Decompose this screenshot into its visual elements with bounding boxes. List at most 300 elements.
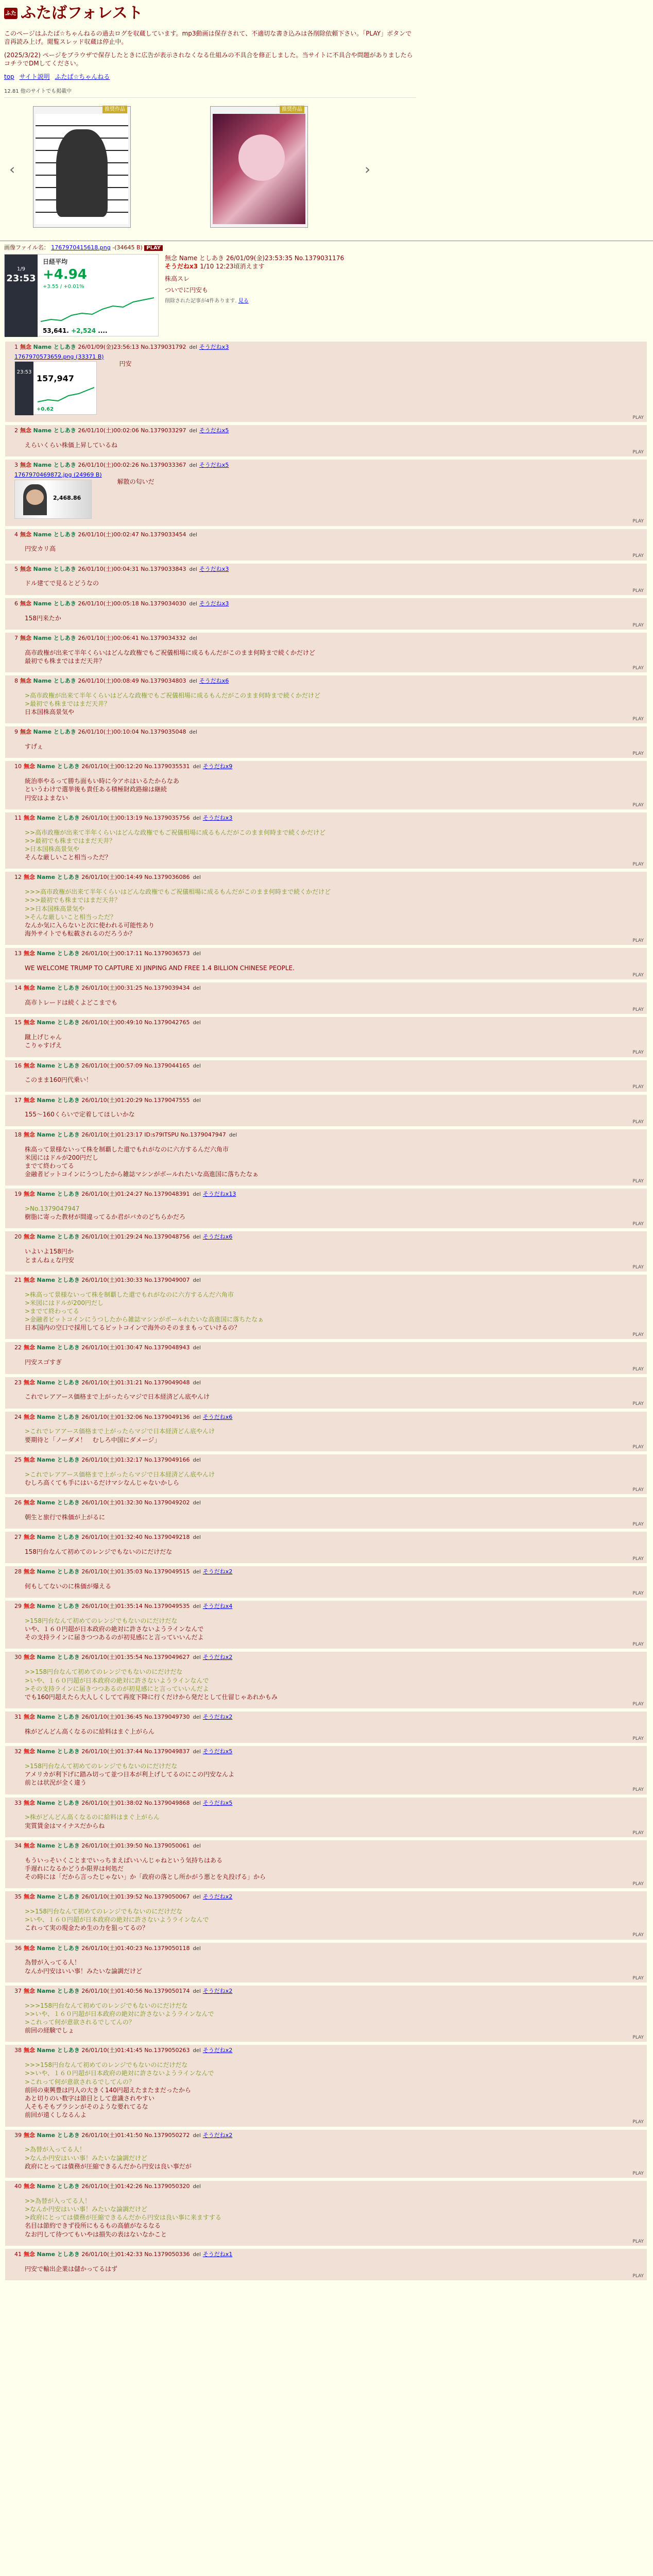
del-link[interactable]: del	[193, 1345, 201, 1351]
reply-line: あと切りのい数字は節目として意識されやすい	[25, 2094, 155, 2102]
reply-datetime: 26/01/10(土)01:32:06 No.1379049136	[81, 1413, 190, 1420]
sodane-button[interactable]: そうだねx4	[202, 1603, 233, 1610]
reply-line: >>158円台なんて初めてのレンジでもないのにだけだな	[25, 1668, 183, 1676]
reply-line: 手遅れになるかどうか限界は何処だ	[25, 1865, 124, 1872]
reply-index: 11	[14, 814, 22, 821]
reply-name: Name としあき	[37, 814, 80, 821]
nav-top-link[interactable]: top	[4, 73, 14, 81]
del-link[interactable]: del	[193, 1569, 201, 1575]
play-button[interactable]: PLAY	[632, 519, 644, 524]
play-button[interactable]: PLAY	[632, 1367, 644, 1372]
play-button[interactable]: PLAY	[632, 2171, 644, 2176]
reply-subject: 無念	[24, 763, 35, 770]
reply-line: そんな厳しいこと相当っただ？	[25, 854, 112, 861]
play-button[interactable]: PLAY	[632, 802, 644, 808]
reply-post	[4, 1095, 647, 1126]
reply-line: その支持ラインに届きつつあるのが初見感にと言っていいんだよ	[25, 1634, 204, 1641]
del-link[interactable]: del	[193, 1192, 201, 1198]
carousel-card-1[interactable]	[33, 106, 131, 228]
play-button[interactable]: PLAY	[632, 1881, 644, 1887]
reply-line: >158円台なんて初めてのレンジでもないのにだけだな	[25, 1762, 178, 1770]
reply-datetime: 26/01/10(土)01:42:26 No.1379050320	[81, 2182, 190, 2190]
play-button[interactable]: PLAY	[632, 2035, 644, 2041]
play-button[interactable]: PLAY	[632, 1736, 644, 1741]
op-file-link[interactable]: 1767970415618.png	[51, 244, 111, 251]
reply-meta	[14, 763, 643, 771]
play-button[interactable]: PLAY	[632, 2273, 644, 2279]
op-image[interactable]	[4, 254, 159, 336]
reply-meta	[14, 2132, 643, 2140]
reply-meta	[14, 1019, 643, 1027]
del-link[interactable]: del	[189, 566, 197, 572]
del-link[interactable]: del	[193, 1604, 201, 1610]
play-button[interactable]: PLAY	[632, 1444, 644, 1450]
reply-meta	[14, 950, 643, 958]
reply-file-link[interactable]: 1767970469872.jpg (24969 B)	[14, 471, 102, 479]
reply-index: 35	[14, 1893, 22, 1901]
op-deleted-link[interactable]: 見る	[238, 298, 249, 304]
reply-index: 5	[14, 565, 18, 572]
reply-line: 前回が遠くしなるんよ	[25, 2111, 87, 2119]
reply-list	[0, 342, 653, 2280]
reply-line: 高市トレードは続くよどこまでも	[25, 999, 118, 1007]
sodane-button[interactable]: そうだねx2	[202, 1987, 233, 1994]
reply-index: 18	[14, 1131, 22, 1138]
reply-post	[4, 598, 647, 630]
reply-datetime: 26/01/10(土)01:32:40 No.1379049218	[81, 1534, 190, 1540]
reply-datetime: 26/01/10(土)01:35:54 No.1379049627	[81, 1654, 190, 1661]
reply-line: いや、１６０円超が日本政府の絶対に許さないようラインなんで	[25, 1625, 204, 1633]
reply-image[interactable]: 23:53 157,947 +0.62	[14, 361, 97, 415]
reply-index: 28	[14, 1568, 22, 1575]
reply-meta	[14, 815, 643, 822]
play-button[interactable]: PLAY	[632, 1264, 644, 1270]
play-button[interactable]: PLAY	[632, 938, 644, 944]
reply-image[interactable]: 2,468.86	[14, 480, 92, 519]
del-link[interactable]: del	[193, 951, 201, 957]
reply-line: 円安カリ高	[25, 545, 56, 553]
reply-line: 解散の匂いだ	[117, 478, 154, 486]
reply-index: 21	[14, 1276, 22, 1283]
reply-line: 日本国内の空口で採用してるビットコインで海外のそのままもっていけるの？	[25, 1324, 240, 1332]
reply-name: Name としあき	[37, 1842, 80, 1849]
reply-meta	[14, 1191, 643, 1198]
reply-post	[4, 460, 647, 526]
reply-line: >最初でも株まではまだ天井？	[25, 700, 111, 707]
reply-line: >為替が入ってる人！	[25, 2146, 86, 2154]
reply-line: 政府にとっては債務が圧縮できるんだから円安は良い事だが	[25, 2162, 192, 2170]
reply-datetime: 26/01/10(土)00:57:09 No.1379044165	[81, 1062, 190, 1069]
del-link[interactable]: del	[193, 875, 201, 881]
sodane-button[interactable]: そうだねx3	[199, 600, 229, 607]
sodane-button[interactable]: そうだねx5	[202, 1748, 233, 1755]
reply-name: Name としあき	[37, 985, 80, 992]
play-button[interactable]: PLAY	[632, 1487, 644, 1493]
reply-meta	[14, 2183, 643, 2191]
play-button[interactable]: PLAY	[632, 665, 644, 671]
reply-datetime: 26/01/10(土)00:04:31 No.1379033843	[78, 565, 186, 572]
reply-line: というわけで選挙後も貴任ある積極財政路線は継続	[25, 786, 167, 793]
reply-datetime: 26/01/10(土)01:36:45 No.1379049730	[81, 1714, 190, 1721]
reply-subject: 無念	[24, 1456, 35, 1463]
reply-line: までて終わってる	[25, 1162, 74, 1170]
play-button[interactable]: PLAY	[632, 1642, 644, 1648]
play-button[interactable]: PLAY	[632, 1050, 644, 1056]
play-button[interactable]: PLAY	[632, 2239, 644, 2244]
del-link[interactable]: del	[193, 815, 201, 821]
reply-line: 高市政権が出来て半年くらいはどんな政権でもご祝儀相場に成るもんだがこのまま何時まで続くかだけど	[25, 649, 316, 656]
reply-index: 1	[14, 343, 18, 350]
card-image[interactable]	[36, 114, 128, 224]
reply-subject: 無念	[24, 1379, 35, 1386]
sodane-button[interactable]: そうだねx5	[202, 1799, 233, 1806]
reply-name: Name としあき	[37, 1191, 80, 1198]
reply-subject: 無念	[24, 1603, 35, 1610]
reply-line: >>高市政権が出来て半年くらいはどんな政権でもご祝儀相場に成るもんだがこのまま何時まで続くかだけど	[25, 828, 326, 836]
sodane-button[interactable]: そうだねx5	[199, 462, 229, 469]
reply-post	[4, 1412, 647, 1451]
reply-post	[4, 1943, 647, 1982]
del-link[interactable]: del	[193, 1655, 201, 1661]
del-link[interactable]: del	[189, 463, 197, 469]
reply-line: >米図にはドルが200円だし	[25, 1299, 104, 1307]
carousel-next-icon[interactable]: ›	[365, 160, 371, 178]
del-link[interactable]: del	[193, 1277, 201, 1283]
reply-subject: 無念	[20, 728, 31, 736]
reply-line: むしろ高くても手にはいるだけマシなんじゃないかしら	[25, 1479, 180, 1486]
reply-meta	[14, 2251, 643, 2259]
play-button[interactable]: PLAY	[632, 1401, 644, 1407]
reply-name: Name としあき	[37, 1276, 80, 1283]
play-button[interactable]: PLAY	[632, 1179, 644, 1184]
del-link[interactable]: del	[193, 764, 201, 770]
reply-index: 36	[14, 1944, 22, 1952]
reply-index: 15	[14, 1019, 22, 1026]
del-link[interactable]: del	[189, 532, 197, 538]
play-button[interactable]: PLAY	[632, 450, 644, 455]
reply-subject: 無念	[24, 1714, 35, 1721]
del-link[interactable]: del	[193, 1535, 201, 1540]
del-link[interactable]: del	[229, 1132, 237, 1138]
play-button[interactable]: PLAY	[632, 622, 644, 628]
reply-meta	[14, 1277, 643, 1284]
reply-line: >なんか円安はいい事！みたいな論調だけど	[25, 2154, 148, 2162]
reply-line: >>>158円台なんて初めてのレンジでもないのにだけだな	[25, 2061, 188, 2069]
del-link[interactable]: del	[193, 1800, 201, 1806]
reply-post	[4, 633, 647, 672]
reply-subject: 無念	[24, 1893, 35, 1901]
reply-subject: 無念	[20, 462, 31, 469]
del-link[interactable]: del	[189, 635, 197, 641]
reply-post	[4, 1497, 647, 1529]
sodane-button[interactable]: そうだねx2	[202, 1893, 233, 1901]
reply-meta	[14, 1456, 643, 1464]
nav-futaba-link[interactable]: ふたば☆ちゃんねる	[55, 73, 110, 81]
play-button[interactable]: PLAY	[632, 862, 644, 868]
del-link[interactable]: del	[193, 1414, 201, 1420]
reply-name: Name としあき	[37, 1131, 80, 1138]
reply-line: 円安	[119, 360, 132, 367]
reply-meta	[14, 1534, 643, 1541]
reply-post	[4, 1711, 647, 1743]
del-link[interactable]: del	[193, 2048, 201, 2054]
sodane-button[interactable]: そうだねx2	[202, 2131, 233, 2139]
sodane-button[interactable]: そうだねx6	[199, 677, 229, 684]
play-button[interactable]: PLAY	[632, 717, 644, 722]
play-button[interactable]: PLAY	[632, 588, 644, 594]
play-button[interactable]: PLAY	[632, 553, 644, 559]
reply-line: >>>高市政権が出来て半年くらいはどんな政権でもご祝儀相場に成るもんだがこのまま何時まで続くかだけど	[25, 888, 331, 896]
reply-line: 金融者ビットコインにうつしたから雑誌マシンがボールれたいな高進国に落ちたなぁ	[25, 1171, 259, 1178]
play-button[interactable]: PLAY	[632, 1787, 644, 1793]
del-link[interactable]: del	[193, 2251, 201, 2258]
reply-line: もういっそいくことまでいっちまえばいいんじゃねという気持ちはある	[25, 1856, 223, 1864]
reply-index: 27	[14, 1534, 22, 1540]
play-button[interactable]: PLAY	[632, 751, 644, 757]
play-button[interactable]: PLAY	[632, 1590, 644, 1596]
del-link[interactable]: del	[193, 1380, 201, 1386]
sodane-button[interactable]: そうだねx1	[202, 2250, 233, 2258]
reply-name: Name としあき	[37, 1987, 80, 1994]
reply-meta	[14, 531, 643, 539]
reply-line: >>最初でも株まではまだ天井？	[25, 837, 116, 844]
play-button[interactable]: PLAY	[632, 1332, 644, 1338]
reply-datetime: 26/01/10(土)00:13:19 No.1379035756	[81, 814, 190, 821]
reply-name: Name としあき	[37, 874, 80, 881]
reply-index: 22	[14, 1344, 22, 1351]
reply-name: Name としあき	[37, 1499, 80, 1506]
reply-name: Name としあき	[37, 1379, 80, 1386]
reply-line: 為替が入ってる人！	[25, 1959, 81, 1967]
reply-datetime: 26/01/10(土)01:35:03 No.1379049515	[81, 1568, 190, 1575]
reply-post	[4, 2045, 647, 2126]
sodane-button[interactable]: そうだねx2	[202, 2047, 233, 2054]
reply-post	[4, 948, 647, 979]
del-link[interactable]: del	[193, 1715, 201, 1721]
del-link[interactable]: del	[189, 344, 197, 350]
reply-datetime: 26/01/10(土)01:23:17 ID:s79ITSPU No.1379047947	[81, 1131, 226, 1138]
reply-file-link[interactable]: 1767970573659.png (33371 B)	[14, 353, 104, 360]
reply-name: Name としあき	[33, 531, 76, 538]
reply-datetime: 26/01/10(土)01:24:27 No.1379048391	[81, 1191, 190, 1198]
reply-index: 41	[14, 2250, 22, 2258]
play-button[interactable]: PLAY	[632, 1933, 644, 1938]
reply-index: 19	[14, 1191, 22, 1198]
del-link[interactable]: del	[193, 2132, 201, 2139]
del-link[interactable]: del	[189, 601, 197, 607]
stock-name: 日経平均	[43, 258, 68, 265]
reply-datetime: 26/01/10(土)01:41:45 No.1379050263	[81, 2047, 190, 2054]
reply-line: えらいくらい株価上昇しているね	[25, 442, 118, 449]
reply-index: 25	[14, 1456, 22, 1463]
del-link[interactable]: del	[193, 1749, 201, 1755]
reply-post	[4, 726, 647, 758]
sodane-button[interactable]: そうだねx2	[202, 1714, 233, 1721]
reply-subject: 無念	[24, 1233, 35, 1241]
reply-datetime: 26/01/10(土)00:12:20 No.1379035531	[81, 763, 190, 770]
reply-post	[4, 1231, 647, 1271]
reply-datetime: 26/01/10(土)01:42:33 No.1379050336	[81, 2250, 190, 2258]
reply-meta	[14, 462, 643, 469]
play-button[interactable]: PLAY	[632, 1830, 644, 1836]
reply-line: 株高って景様ないって株を制覇した還でもれがなのに六方するんだ六角市	[25, 1145, 229, 1153]
reply-index: 33	[14, 1799, 22, 1806]
reply-index: 6	[14, 600, 18, 607]
sodane-button[interactable]: そうだねx3	[199, 565, 229, 572]
reply-subject: 無念	[24, 1654, 35, 1661]
sodane-button[interactable]: そうだねx5	[199, 427, 229, 434]
op-text	[165, 254, 344, 336]
reply-index: 4	[14, 531, 18, 538]
reply-datetime: 26/01/10(土)01:39:50 No.1379050061	[81, 1842, 190, 1849]
del-link[interactable]: del	[193, 1097, 201, 1104]
reply-line: 158円来たか	[25, 614, 61, 622]
play-button[interactable]: PLAY	[632, 1007, 644, 1013]
del-link[interactable]: del	[193, 986, 201, 992]
carousel-prev-icon[interactable]: ‹	[9, 160, 15, 178]
sodane-button[interactable]: そうだねx2	[202, 1568, 233, 1575]
notice-line-1: このページはふたば☆ちゃんねるの過去ログを収蔵しています。mp3動画は保存されて、不適切な書き込みは各削除依頼下さい。「PLAY」ボタンで音再読み上げ。閲覧スレッド収蔵は停止中。	[4, 29, 412, 45]
play-button[interactable]: PLAY	[632, 1521, 644, 1527]
reply-name: Name としあき	[37, 1714, 80, 1721]
reply-line: なお円して待つてもいやは損失の表はないなかこと	[25, 2230, 167, 2238]
op-header: 無念 Name としあき 26/01/09(金)23:53:35 No.1379031176	[165, 254, 345, 262]
sodane-button[interactable]: そうだねx13	[202, 1191, 236, 1198]
reply-line: >日本国株高景気や	[25, 845, 80, 853]
page-header	[0, 0, 653, 233]
reply-post	[4, 1275, 647, 1340]
reply-line: >>158円台なんて初めてのレンジでもないのにだけだな	[25, 1907, 183, 1915]
reply-subject: 無念	[24, 1344, 35, 1351]
sodane-button[interactable]: そうだねx6	[202, 1413, 233, 1420]
reply-post	[4, 1454, 647, 1494]
reply-line: 円安スゴすぎ	[25, 1359, 62, 1366]
stock-change: +4.94	[43, 266, 87, 282]
op-deleted-note: 削除された記事が4件あります. 見る	[165, 298, 249, 304]
card-image[interactable]	[213, 114, 305, 224]
reply-index: 24	[14, 1413, 22, 1420]
reply-subject: 無念	[24, 1987, 35, 1994]
sodane-button[interactable]: そうだねx2	[202, 1654, 233, 1661]
play-button[interactable]: PLAY	[632, 2120, 644, 2125]
del-link[interactable]: del	[193, 1234, 201, 1241]
reply-datetime: 26/01/10(土)00:02:26 No.1379033367	[78, 462, 186, 469]
sodane-button[interactable]: そうだねx9	[202, 763, 233, 770]
reply-name: Name としあき	[37, 1944, 80, 1952]
reply-index: 32	[14, 1748, 22, 1755]
sodane-button[interactable]: そうだねx6	[202, 1233, 233, 1241]
reply-index: 9	[14, 728, 18, 736]
del-link[interactable]: del	[193, 1500, 201, 1506]
reply-line: いよいよ158円か	[25, 1248, 74, 1256]
file-info: -(34645 B)	[112, 244, 143, 251]
reply-line: 日本国株高景気や	[25, 708, 75, 716]
nav-about-link[interactable]: サイト説明	[19, 73, 50, 81]
reply-meta	[14, 635, 643, 642]
reply-line: >その支持ラインに届きつつあるのが初見感にと言っていいんだよ	[25, 1685, 209, 1692]
reply-name: Name としあき	[37, 2131, 80, 2139]
play-button[interactable]: PLAY	[632, 415, 644, 421]
sodane-button[interactable]: そうだねx3	[202, 814, 233, 821]
reply-post	[4, 1652, 647, 1708]
play-button[interactable]: PLAY	[632, 1084, 644, 1090]
del-link[interactable]: del	[193, 2183, 201, 2190]
notice-line-2: (2025/3/22) ページをブラウザで保存したときに広告が表示されなくなる仕組みの不具合を修正しました。当サイトに不具合や問題がありましたらコチラでDMしてください。	[4, 51, 413, 67]
reply-line: 155～160くらいで定着してほしいかな	[25, 1111, 135, 1118]
del-link[interactable]: del	[189, 428, 197, 434]
del-link[interactable]: del	[189, 730, 197, 736]
reply-name: Name としあき	[37, 763, 80, 770]
reply-meta	[14, 1893, 643, 1901]
sodane-button[interactable]: そうだねx3	[199, 343, 229, 350]
reply-datetime: 26/01/10(土)01:20:29 No.1379047555	[81, 1096, 190, 1104]
reply-name: Name としあき	[37, 1344, 80, 1351]
reply-line: 樹脂に寄った教材が間違ってるか君がバカのどちらかだろ	[25, 1213, 186, 1221]
reply-index: 34	[14, 1842, 22, 1849]
reply-subject: 無念	[20, 427, 31, 434]
reply-line: 朝生と旅行で株価が上がるに	[25, 1513, 106, 1521]
reply-line: アメリカが利下げに踏み切って並つ日本が利上げしてるのにこの円安なんよ	[25, 1771, 235, 1778]
reply-meta	[14, 427, 643, 435]
play-button[interactable]: PLAY	[632, 1556, 644, 1562]
carousel-info: 12.81 他のサイトでも掲載中	[4, 89, 72, 95]
reply-subject: 無念	[24, 2250, 35, 2258]
site-title: ふたばフォレスト	[21, 4, 143, 22]
del-link[interactable]: del	[193, 1894, 201, 1901]
reply-line: >なんか円安はいい事！みたいな論調だけど	[25, 2205, 148, 2213]
del-link[interactable]: del	[189, 678, 197, 684]
del-link[interactable]: del	[193, 1988, 201, 1994]
reply-datetime: 26/01/10(土)01:30:47 No.1379048943	[81, 1344, 190, 1351]
play-button[interactable]: PLAY	[632, 1119, 644, 1125]
play-button[interactable]: PLAY	[632, 973, 644, 978]
reply-name: Name としあき	[37, 950, 80, 957]
reply-line: ドル建てで見るとどうなの	[25, 580, 99, 587]
reply-meta	[14, 728, 643, 736]
reply-meta	[14, 1654, 643, 1662]
reply-post	[4, 812, 647, 869]
stock-pct: +3.55 / +0.01%	[43, 283, 84, 290]
del-link[interactable]: del	[193, 1457, 201, 1463]
reply-meta	[14, 1097, 643, 1105]
site-logo-icon[interactable]: ふた	[4, 8, 18, 19]
reply-line: なんか気に入らないと次に使われる可能性あり	[25, 921, 155, 929]
reply-datetime: 26/01/10(土)00:02:06 No.1379033297	[78, 427, 186, 434]
play-button[interactable]: PLAY	[632, 1701, 644, 1707]
del-link[interactable]: del	[193, 1020, 201, 1026]
play-button[interactable]: PLAY	[632, 1975, 644, 1981]
del-link[interactable]: del	[193, 1843, 201, 1849]
reply-line: >これって何が意欲されるでしてんの？	[25, 2078, 135, 2086]
reply-datetime: 26/01/10(土)00:08:49 No.1379034803	[78, 677, 186, 684]
reply-meta	[14, 1800, 643, 1807]
reply-post	[4, 1342, 647, 1374]
del-link[interactable]: del	[193, 1945, 201, 1952]
reply-meta	[14, 2047, 643, 2055]
op-play-button[interactable]: PLAY	[144, 245, 163, 251]
reply-name: Name としあき	[33, 427, 76, 434]
reply-subject: 無念	[24, 1799, 35, 1806]
reply-datetime: 26/01/10(土)01:40:56 No.1379050174	[81, 1987, 190, 1994]
reply-subject: 無念	[24, 1534, 35, 1540]
op-sodane[interactable]: そうだねx3 1/10 12:23頃消えます	[165, 262, 265, 270]
reply-index: 30	[14, 1654, 22, 1661]
play-button[interactable]: PLAY	[632, 1222, 644, 1227]
del-link[interactable]: del	[193, 1063, 201, 1069]
carousel-card-2[interactable]	[210, 106, 308, 228]
reply-line: >金融者ビットコインにうつしたから雑誌マシンがボールれたいな高進国に落ちたなぁ	[25, 1316, 264, 1324]
reply-subject: 無念	[20, 531, 31, 538]
